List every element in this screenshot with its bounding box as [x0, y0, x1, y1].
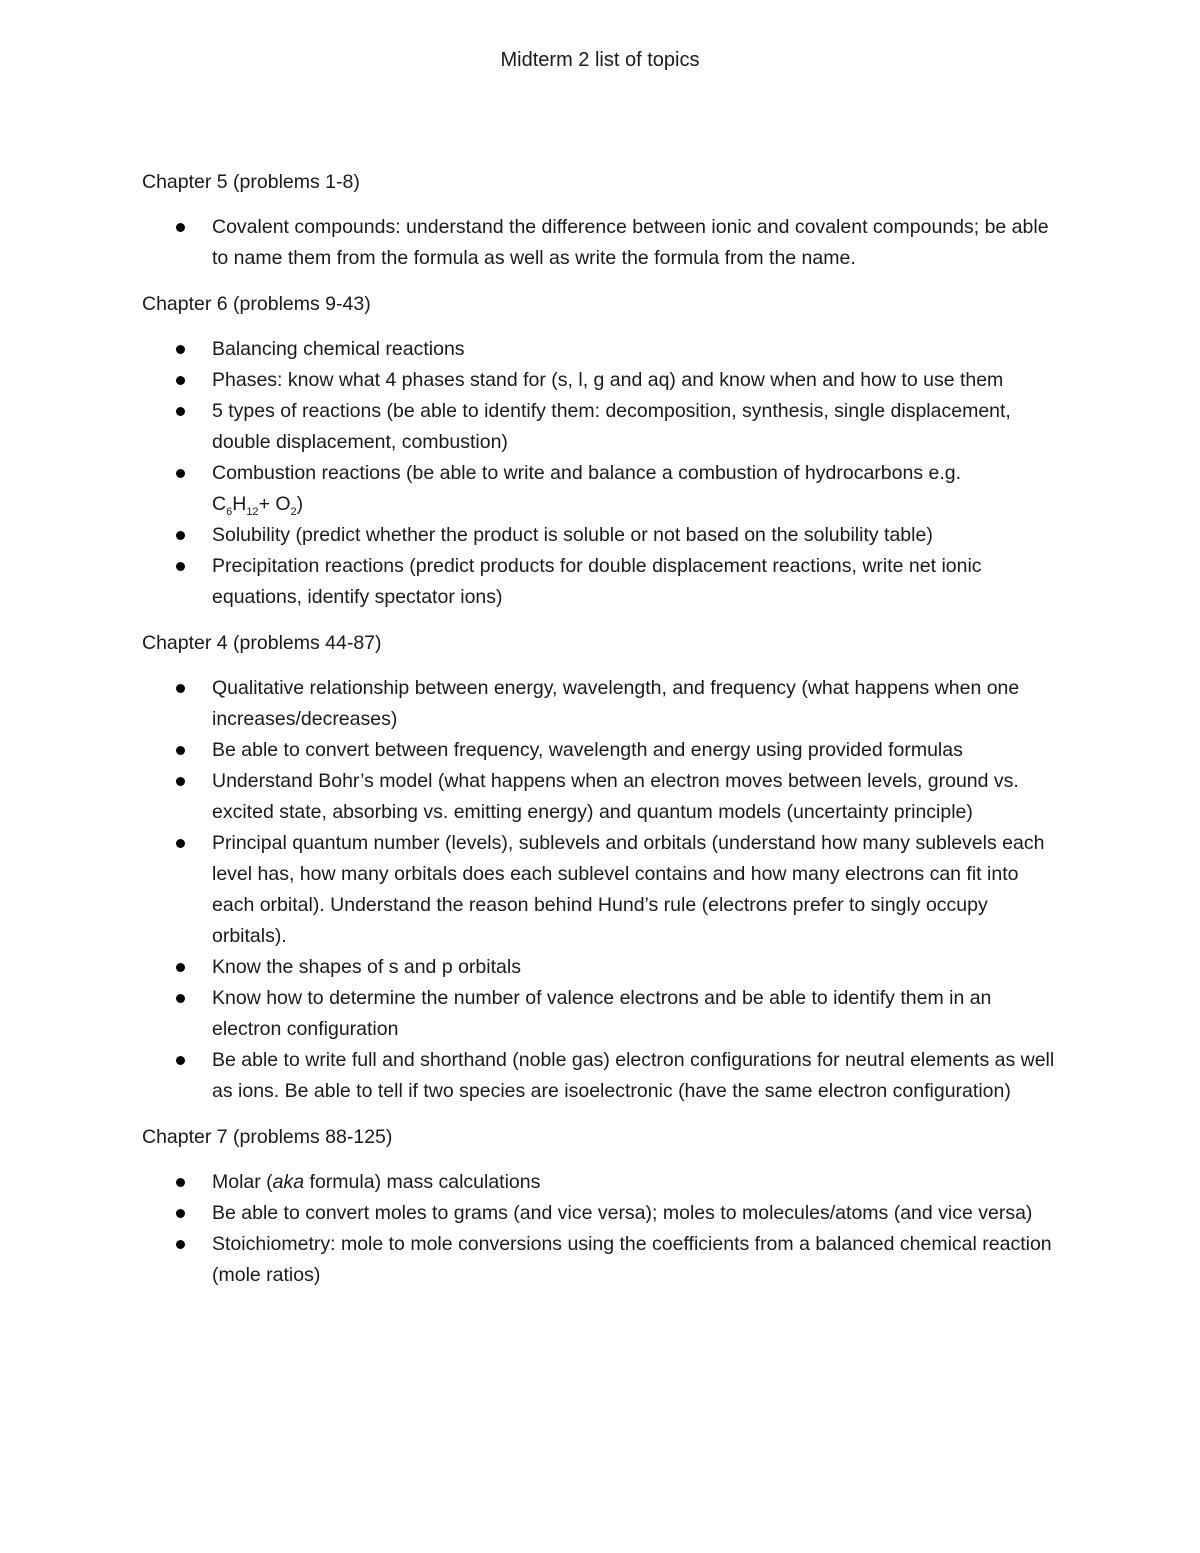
- topic-text: Principal quantum number (levels), sublevels and orbitals (understand how many sublevels each level has, how many orbitals does each sublevel contains and how many electrons can fit into each orbital). Understand the reason behind Hund’s rule (electrons prefer to singly occupy orbitals).: [212, 832, 1045, 947]
- topic-list: [142, 673, 1062, 1107]
- topic-text: Qualitative relationship between energy, wavelength, and frequency (what happens when one increases/decreases): [212, 677, 1020, 730]
- list-item: [142, 828, 1062, 952]
- bullet-icon: [176, 1178, 185, 1187]
- list-item: [142, 673, 1062, 735]
- bullet-icon: [176, 994, 185, 1003]
- topic-list: [142, 334, 1062, 613]
- list-item: [142, 212, 1062, 274]
- list-item: [142, 1198, 1062, 1229]
- bullet-icon: [176, 531, 185, 540]
- document-body: [142, 168, 1062, 1307]
- bullet-icon: [176, 777, 185, 786]
- list-item: [142, 365, 1062, 396]
- chapter-heading: Chapter 7 (problems 88-125): [142, 1126, 393, 1148]
- chapter-4-section: [142, 629, 1062, 1107]
- list-item: [142, 458, 1062, 520]
- topic-text: Stoichiometry: mole to mole conversions using the coefficients from a balanced chemical reaction (mole ratios): [212, 1233, 1052, 1286]
- topic-text: Know the shapes of s and p orbitals: [212, 956, 521, 978]
- list-item: [142, 396, 1062, 458]
- chapter-7-section: [142, 1123, 1062, 1291]
- list-item: [142, 1229, 1062, 1291]
- topic-text: Understand Bohr’s model (what happens when an electron moves between levels, ground vs. excited state, absorbing vs. emitting energy) and quantum models (uncertainty principle): [212, 770, 1019, 823]
- topic-text: Know how to determine the number of valence electrons and be able to identify them in an electron configuration: [212, 987, 992, 1040]
- topic-text: Be able to write full and shorthand (noble gas) electron configurations for neutral elements as well as ions. Be able to tell if two species are isoelectronic (have the same electron configuration): [212, 1049, 1055, 1102]
- topic-text: Be able to convert between frequency, wavelength and energy using provided formulas: [212, 739, 963, 761]
- topic-text-emphasis: aka: [272, 1171, 305, 1193]
- list-item: [142, 983, 1062, 1045]
- bullet-icon: [176, 1056, 185, 1065]
- topic-list: [142, 1167, 1062, 1291]
- topic-text: Phases: know what 4 phases stand for (s, l, g and aq) and know when and how to use them: [212, 369, 1004, 391]
- bullet-icon: [176, 684, 185, 693]
- topic-text: Covalent compounds: understand the difference between ionic and covalent compounds; be able to name them from the formula as well as write the formula from the name.: [212, 216, 1049, 269]
- bullet-icon: [176, 963, 185, 972]
- topic-text: Balancing chemical reactions: [212, 338, 465, 360]
- page-title: Midterm 2 list of topics: [500, 49, 700, 71]
- bullet-icon: [176, 345, 185, 354]
- list-item: [142, 520, 1062, 551]
- bullet-icon: [176, 376, 185, 385]
- list-item: [142, 334, 1062, 365]
- chapter-heading: Chapter 5 (problems 1-8): [142, 171, 360, 193]
- topic-text: Combustion reactions (be able to write and balance a combustion of hydrocarbons e.g.: [212, 462, 962, 484]
- topic-text: Solubility (predict whether the product is soluble or not based on the solubility table): [212, 524, 933, 546]
- list-item: [142, 1045, 1062, 1107]
- topic-text: 5 types of reactions (be able to identify them: decomposition, synthesis, single displacement, double displacement, combustion): [212, 400, 1011, 453]
- bullet-icon: [176, 562, 185, 571]
- list-item: [142, 952, 1062, 983]
- bullet-icon: [176, 1240, 185, 1249]
- list-item: [142, 551, 1062, 613]
- bullet-icon: [176, 839, 185, 848]
- bullet-icon: [176, 746, 185, 755]
- topic-text-post: formula) mass calculations: [304, 1171, 541, 1193]
- chapter-heading: Chapter 6 (problems 9-43): [142, 293, 371, 315]
- bullet-icon: [176, 1209, 185, 1218]
- topic-list: [142, 212, 1062, 274]
- list-item: [142, 766, 1062, 828]
- list-item: [142, 1167, 1062, 1198]
- chapter-6-section: [142, 290, 1062, 613]
- bullet-icon: [176, 469, 185, 478]
- topic-text-pre: Molar (: [212, 1171, 273, 1193]
- topic-text: Precipitation reactions (predict products for double displacement reactions, write net ionic equations, identify spectator ions): [212, 555, 982, 608]
- chapter-heading: Chapter 4 (problems 44-87): [142, 632, 382, 654]
- bullet-icon: [176, 223, 185, 232]
- chemical-formula: $C_6H_{12}+ O_2$): [212, 493, 304, 518]
- topic-text: Be able to convert moles to grams (and vice versa); moles to molecules/atoms (and vice versa): [212, 1202, 1033, 1224]
- chapter-5-section: [142, 168, 1062, 274]
- list-item: [142, 735, 1062, 766]
- bullet-icon: [176, 407, 185, 416]
